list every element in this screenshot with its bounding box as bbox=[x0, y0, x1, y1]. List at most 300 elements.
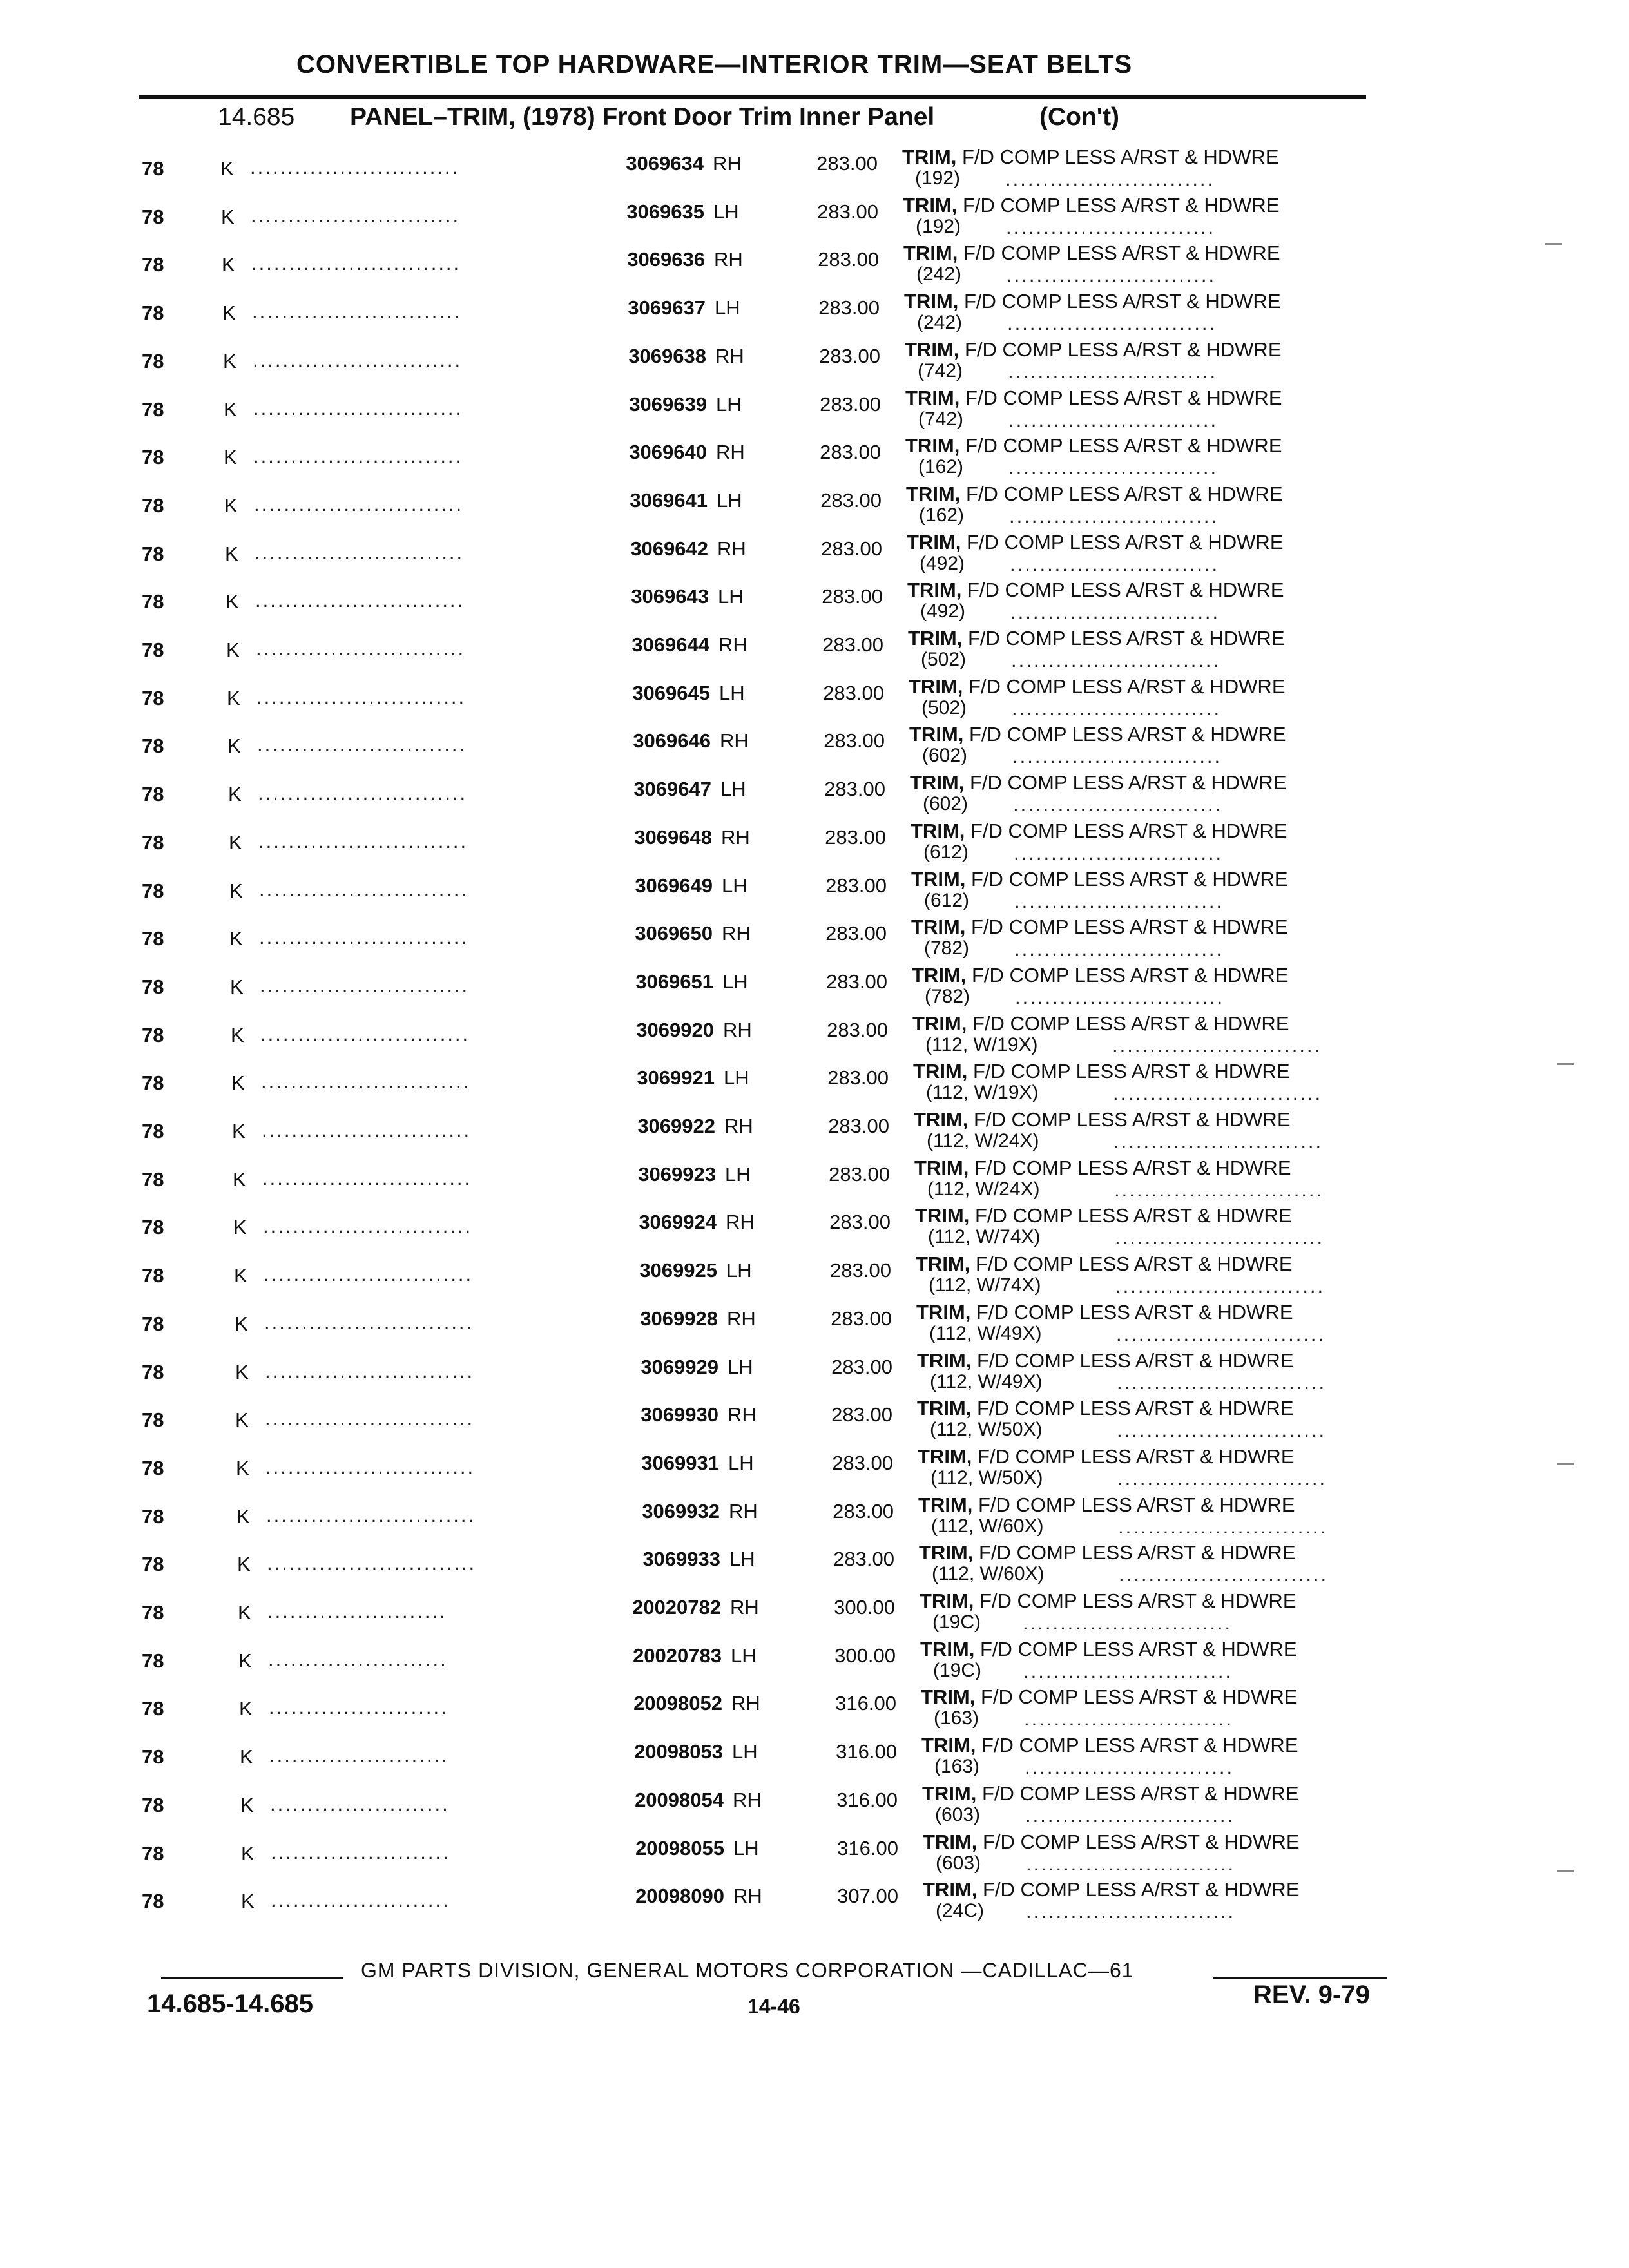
description-keyword: TRIM, bbox=[902, 146, 957, 168]
row-description bbox=[907, 579, 1284, 602]
scan-mark bbox=[1557, 1463, 1574, 1465]
scan-mark bbox=[1557, 1870, 1574, 1872]
part-number: 20098054 bbox=[635, 1788, 724, 1811]
row-description bbox=[906, 483, 1283, 506]
row-year: 78 bbox=[142, 1264, 164, 1287]
table-row bbox=[0, 1682, 1629, 1730]
row-year: 78 bbox=[142, 349, 164, 372]
trim-code: (612) bbox=[924, 889, 970, 911]
row-price: 283.00 bbox=[818, 296, 880, 320]
description-text: F/D COMP LESS A/RST & HDWRE bbox=[959, 434, 1282, 457]
row-side: RH bbox=[728, 1403, 757, 1427]
dot-leader: ............................ bbox=[1014, 841, 1224, 864]
table-row bbox=[0, 430, 1629, 479]
table-row bbox=[0, 1827, 1629, 1875]
description-text: F/D COMP LESS A/RST & HDWRE bbox=[966, 963, 1289, 986]
row-year: 78 bbox=[142, 927, 164, 950]
description-keyword: TRIM, bbox=[904, 290, 959, 313]
row-side: LH bbox=[722, 874, 747, 897]
description-text: F/D COMP LESS A/RST & HDWRE bbox=[970, 1300, 1293, 1323]
row-side: LH bbox=[725, 1162, 751, 1186]
row-price: 283.00 bbox=[833, 1499, 894, 1523]
row-price: 283.00 bbox=[824, 778, 885, 801]
row-body-code: K bbox=[228, 783, 242, 806]
table-row bbox=[0, 864, 1629, 912]
description-keyword: TRIM, bbox=[917, 1397, 972, 1420]
description-keyword: TRIM, bbox=[903, 193, 958, 216]
description-text: F/D COMP LESS A/RST & HDWRE bbox=[965, 916, 1288, 939]
dot-leader: ........................ bbox=[269, 1696, 448, 1719]
dot-leader: ............................ bbox=[1119, 1563, 1329, 1586]
row-body-code: K bbox=[237, 1553, 251, 1576]
page-title: CONVERTIBLE TOP HARDWARE—INTERIOR TRIM—SEAT BELTS bbox=[296, 50, 1133, 79]
description-keyword: TRIM, bbox=[915, 1204, 970, 1227]
dot-leader: ............................ bbox=[1117, 1370, 1327, 1394]
row-year: 78 bbox=[142, 1841, 164, 1865]
row-description bbox=[912, 1012, 1289, 1035]
row-side: LH bbox=[719, 681, 745, 704]
part-number: 3069647 bbox=[633, 778, 711, 801]
row-year: 78 bbox=[142, 1312, 164, 1335]
description-text: F/D COMP LESS A/RST & HDWRE bbox=[965, 819, 1287, 842]
row-body-code: K bbox=[229, 879, 243, 902]
dot-leader: ............................ bbox=[255, 589, 465, 612]
row-side: LH bbox=[728, 1451, 754, 1474]
row-description bbox=[916, 1253, 1293, 1276]
row-description bbox=[916, 1301, 1293, 1324]
row-body-code: K bbox=[225, 542, 238, 565]
row-side: RH bbox=[721, 825, 750, 849]
part-number: 3069649 bbox=[635, 874, 713, 897]
section-continued: (Con't) bbox=[1039, 103, 1120, 131]
trim-code: (502) bbox=[921, 697, 967, 718]
description-text: F/D COMP LESS A/RST & HDWRE bbox=[972, 1445, 1295, 1468]
row-year: 78 bbox=[142, 879, 164, 902]
row-price: 283.00 bbox=[820, 488, 882, 512]
row-body-code: K bbox=[233, 1168, 246, 1191]
dot-leader: ............................ bbox=[1008, 360, 1218, 383]
dot-leader: ............................ bbox=[1007, 264, 1217, 287]
part-number: 3069920 bbox=[636, 1018, 714, 1041]
row-year: 78 bbox=[142, 1072, 164, 1095]
row-year: 78 bbox=[142, 446, 164, 469]
row-body-code: K bbox=[240, 1793, 254, 1816]
table-row bbox=[0, 1056, 1629, 1104]
table-row bbox=[0, 238, 1629, 286]
row-description bbox=[918, 1494, 1295, 1517]
row-year: 78 bbox=[142, 253, 164, 276]
description-keyword: TRIM, bbox=[921, 1686, 976, 1709]
row-price: 283.00 bbox=[823, 681, 884, 704]
description-keyword: TRIM, bbox=[916, 1300, 971, 1323]
row-price: 283.00 bbox=[833, 1548, 894, 1571]
description-keyword: TRIM, bbox=[920, 1590, 974, 1612]
row-price: 283.00 bbox=[831, 1355, 892, 1378]
row-price: 283.00 bbox=[827, 1066, 889, 1090]
table-row bbox=[0, 623, 1629, 671]
part-number: 20098052 bbox=[633, 1692, 722, 1715]
dot-leader: ........................ bbox=[269, 1744, 449, 1767]
trim-code: (24C) bbox=[936, 1900, 985, 1922]
row-price: 283.00 bbox=[817, 200, 878, 223]
dot-leader: ............................ bbox=[257, 733, 467, 756]
description-keyword: TRIM, bbox=[909, 675, 963, 698]
trim-code: (112, W/50X) bbox=[930, 1419, 1043, 1441]
description-keyword: TRIM, bbox=[911, 867, 966, 890]
dot-leader: ............................ bbox=[258, 829, 468, 852]
row-description bbox=[920, 1590, 1296, 1613]
description-keyword: TRIM, bbox=[905, 338, 959, 361]
part-number: 3069642 bbox=[630, 537, 708, 560]
dot-leader: ............................ bbox=[1115, 1274, 1325, 1298]
table-row bbox=[0, 1345, 1629, 1394]
row-price: 300.00 bbox=[834, 1644, 896, 1667]
row-side: LH bbox=[715, 296, 740, 320]
row-body-code: K bbox=[231, 1072, 245, 1095]
dot-leader: ............................ bbox=[251, 204, 461, 227]
dot-leader: ............................ bbox=[265, 1359, 475, 1382]
row-price: 283.00 bbox=[822, 633, 883, 656]
row-description bbox=[902, 146, 1279, 169]
row-body-code: K bbox=[222, 302, 236, 325]
row-year: 78 bbox=[142, 735, 164, 758]
row-body-code: K bbox=[222, 253, 235, 276]
footer-rule-left bbox=[161, 1977, 343, 1979]
row-description bbox=[917, 1397, 1294, 1420]
part-number: 20020782 bbox=[632, 1596, 721, 1619]
table-row bbox=[0, 1874, 1629, 1923]
trim-code: (112, W/24X) bbox=[927, 1130, 1039, 1151]
part-number: 3069639 bbox=[629, 392, 707, 416]
dot-leader: ............................ bbox=[1005, 168, 1215, 190]
dot-leader: ............................ bbox=[1118, 1515, 1328, 1538]
footer-range: 14.685-14.685 bbox=[147, 1990, 314, 2018]
row-year: 78 bbox=[142, 1360, 164, 1383]
row-side: LH bbox=[726, 1259, 752, 1282]
row-body-code: K bbox=[229, 831, 242, 854]
dot-leader: ............................ bbox=[1113, 1082, 1323, 1105]
row-side: RH bbox=[718, 633, 747, 656]
row-year: 78 bbox=[142, 1553, 164, 1576]
row-price: 283.00 bbox=[824, 729, 885, 753]
row-year: 78 bbox=[142, 1504, 164, 1528]
table-row bbox=[0, 912, 1629, 960]
dot-leader: ............................ bbox=[261, 1070, 471, 1093]
row-side: RH bbox=[720, 729, 749, 753]
trim-code: (782) bbox=[925, 985, 970, 1007]
dot-leader: ............................ bbox=[252, 300, 462, 323]
row-description bbox=[905, 434, 1282, 457]
part-number: 3069921 bbox=[637, 1066, 715, 1090]
row-body-code: K bbox=[224, 446, 237, 469]
description-keyword: TRIM, bbox=[907, 530, 961, 553]
table-row bbox=[0, 190, 1629, 238]
row-body-code: K bbox=[231, 1023, 244, 1046]
description-keyword: TRIM, bbox=[909, 723, 964, 746]
dot-leader: ............................ bbox=[264, 1263, 474, 1286]
description-keyword: TRIM, bbox=[914, 1156, 969, 1179]
row-side: RH bbox=[716, 441, 745, 464]
part-number: 3069931 bbox=[641, 1451, 719, 1474]
dot-leader: ............................ bbox=[1115, 1226, 1325, 1249]
description-text: F/D COMP LESS A/RST & HDWRE bbox=[963, 723, 1286, 746]
dot-leader: ............................ bbox=[1114, 1178, 1324, 1201]
footer-publisher: GM PARTS DIVISION, GENERAL MOTORS CORPORATION —CADILLAC—61 bbox=[361, 1959, 1134, 1982]
description-text: F/D COMP LESS A/RST & HDWRE bbox=[972, 1493, 1295, 1516]
dot-leader: ............................ bbox=[1012, 745, 1222, 768]
description-keyword: TRIM, bbox=[916, 1253, 970, 1276]
table-row bbox=[0, 1104, 1629, 1153]
footer-rule-right bbox=[1213, 1977, 1387, 1979]
table-row bbox=[0, 1393, 1629, 1441]
row-year: 78 bbox=[142, 1697, 164, 1720]
row-side: LH bbox=[733, 1836, 759, 1860]
dot-leader: ............................ bbox=[260, 1022, 470, 1045]
trim-code: (742) bbox=[918, 408, 964, 430]
row-body-code: K bbox=[234, 1264, 247, 1287]
row-description bbox=[917, 1349, 1294, 1372]
description-keyword: TRIM, bbox=[910, 771, 965, 794]
trim-code: (192) bbox=[916, 215, 961, 237]
table-row bbox=[0, 1730, 1629, 1778]
row-year: 78 bbox=[142, 1168, 164, 1191]
row-price: 283.00 bbox=[830, 1259, 891, 1282]
description-text: F/D COMP LESS A/RST & HDWRE bbox=[964, 771, 1287, 794]
description-text: F/D COMP LESS A/RST & HDWRE bbox=[973, 1541, 1296, 1564]
dot-leader: ............................ bbox=[1015, 985, 1225, 1008]
dot-leader: ............................ bbox=[263, 1215, 473, 1238]
row-year: 78 bbox=[142, 157, 164, 180]
table-row bbox=[0, 960, 1629, 1008]
dot-leader: ............................ bbox=[1116, 1322, 1326, 1345]
description-text: F/D COMP LESS A/RST & HDWRE bbox=[968, 1108, 1291, 1131]
trim-code: (242) bbox=[916, 264, 962, 285]
row-description bbox=[914, 1108, 1291, 1131]
dot-leader: ............................ bbox=[1117, 1466, 1327, 1490]
description-text: F/D COMP LESS A/RST & HDWRE bbox=[971, 1397, 1294, 1420]
trim-code: (603) bbox=[936, 1852, 981, 1874]
dot-leader: ............................ bbox=[267, 1552, 477, 1575]
row-price: 283.00 bbox=[828, 1115, 889, 1137]
row-side: RH bbox=[724, 1115, 753, 1137]
dot-leader: ............................ bbox=[1006, 215, 1216, 238]
row-description bbox=[922, 1782, 1299, 1805]
row-year: 78 bbox=[142, 1793, 164, 1816]
table-row bbox=[0, 816, 1629, 864]
description-keyword: TRIM, bbox=[914, 1108, 969, 1131]
dot-leader: ........................ bbox=[271, 1888, 450, 1912]
table-row bbox=[0, 286, 1629, 334]
row-side: RH bbox=[730, 1596, 759, 1619]
row-description bbox=[908, 627, 1285, 650]
dot-leader: ............................ bbox=[1008, 456, 1219, 479]
table-row bbox=[0, 1537, 1629, 1586]
row-side: LH bbox=[718, 585, 744, 608]
row-description bbox=[905, 387, 1282, 410]
dot-leader: ............................ bbox=[251, 252, 461, 275]
trim-code: (112, W/74X) bbox=[929, 1274, 1041, 1296]
dot-leader: ............................ bbox=[253, 348, 463, 371]
table-row bbox=[0, 479, 1629, 527]
row-year: 78 bbox=[142, 205, 164, 228]
row-year: 78 bbox=[142, 1456, 164, 1479]
row-side: RH bbox=[713, 152, 742, 175]
description-text: F/D COMP LESS A/RST & HDWRE bbox=[963, 675, 1286, 698]
row-year: 78 bbox=[142, 783, 164, 806]
table-row bbox=[0, 671, 1629, 720]
row-side: LH bbox=[732, 1740, 758, 1763]
dot-leader: ............................ bbox=[1007, 312, 1217, 335]
trim-code: (112, W/49X) bbox=[929, 1322, 1042, 1344]
table-row bbox=[0, 719, 1629, 767]
table-row bbox=[0, 767, 1629, 816]
description-keyword: TRIM, bbox=[919, 1541, 974, 1564]
row-description bbox=[913, 1060, 1290, 1083]
row-price: 316.00 bbox=[836, 1788, 898, 1811]
row-body-code: K bbox=[233, 1216, 247, 1239]
part-number: 3069634 bbox=[626, 152, 704, 175]
row-year: 78 bbox=[142, 590, 164, 613]
row-description bbox=[911, 868, 1288, 891]
row-body-code: K bbox=[241, 1890, 255, 1913]
part-number: 3069922 bbox=[637, 1115, 715, 1137]
dot-leader: ........................ bbox=[270, 1792, 450, 1815]
description-keyword: TRIM, bbox=[912, 1012, 967, 1035]
part-number: 3069640 bbox=[629, 441, 707, 464]
dot-leader: ............................ bbox=[1012, 697, 1222, 720]
dot-leader: ............................ bbox=[260, 974, 470, 997]
row-year: 78 bbox=[142, 975, 164, 998]
dot-leader: ............................ bbox=[265, 1455, 476, 1478]
table-row bbox=[0, 575, 1629, 623]
part-number: 3069651 bbox=[635, 970, 713, 993]
part-number: 3069637 bbox=[628, 296, 706, 320]
row-side: RH bbox=[726, 1211, 755, 1234]
part-number: 3069638 bbox=[628, 344, 706, 367]
section-number: 14.685 bbox=[218, 103, 295, 131]
table-row bbox=[0, 1008, 1629, 1057]
row-body-code: K bbox=[227, 686, 240, 709]
description-text: F/D COMP LESS A/RST & HDWRE bbox=[959, 386, 1282, 409]
row-side: RH bbox=[733, 1885, 762, 1908]
row-body-code: K bbox=[232, 1120, 246, 1142]
row-description bbox=[911, 916, 1288, 939]
row-price: 283.00 bbox=[816, 152, 878, 175]
description-text: F/D COMP LESS A/RST & HDWRE bbox=[970, 1253, 1293, 1276]
row-price: 283.00 bbox=[826, 970, 887, 993]
description-keyword: TRIM, bbox=[923, 1878, 978, 1901]
trim-code: (742) bbox=[918, 360, 963, 381]
row-price: 283.00 bbox=[831, 1403, 892, 1427]
dot-leader: ............................ bbox=[1112, 1033, 1322, 1057]
part-number: 3069925 bbox=[639, 1259, 717, 1282]
row-description bbox=[910, 771, 1287, 794]
row-body-code: K bbox=[241, 1841, 255, 1865]
dot-leader: ........................ bbox=[268, 1648, 448, 1671]
dot-leader: ............................ bbox=[1014, 889, 1224, 912]
row-description bbox=[905, 338, 1282, 361]
description-keyword: TRIM, bbox=[923, 1830, 978, 1853]
row-description bbox=[921, 1686, 1298, 1709]
trim-code: (492) bbox=[920, 552, 965, 574]
dot-leader: ............................ bbox=[256, 685, 467, 708]
row-price: 283.00 bbox=[825, 825, 886, 849]
row-side: LH bbox=[720, 778, 746, 801]
table-row bbox=[0, 1297, 1629, 1345]
row-price: 316.00 bbox=[836, 1740, 897, 1763]
table-row bbox=[0, 1249, 1629, 1297]
row-price: 283.00 bbox=[829, 1211, 891, 1234]
row-description bbox=[904, 290, 1281, 313]
row-year: 78 bbox=[142, 831, 164, 854]
dot-leader: ............................ bbox=[1010, 601, 1220, 624]
dot-leader: ............................ bbox=[264, 1311, 474, 1334]
row-description bbox=[909, 723, 1286, 746]
row-side: RH bbox=[733, 1788, 762, 1811]
dot-leader: ............................ bbox=[1024, 1707, 1234, 1731]
trim-code: (782) bbox=[924, 937, 970, 959]
dot-leader: ............................ bbox=[259, 878, 469, 901]
description-text: F/D COMP LESS A/RST & HDWRE bbox=[969, 1156, 1291, 1179]
dot-leader: ............................ bbox=[1009, 504, 1219, 527]
table-row bbox=[0, 1634, 1629, 1682]
description-text: F/D COMP LESS A/RST & HDWRE bbox=[975, 1686, 1298, 1709]
description-keyword: TRIM, bbox=[911, 819, 965, 842]
dot-leader: ............................ bbox=[1010, 552, 1220, 575]
part-number: 3069923 bbox=[638, 1162, 716, 1186]
table-row bbox=[0, 1441, 1629, 1490]
part-number: 3069636 bbox=[627, 248, 705, 271]
description-text: F/D COMP LESS A/RST & HDWRE bbox=[977, 1878, 1300, 1901]
trim-code: (603) bbox=[935, 1803, 981, 1825]
table-row bbox=[0, 142, 1629, 190]
row-body-code: K bbox=[236, 1456, 249, 1479]
table-row bbox=[0, 1778, 1629, 1827]
row-price: 283.00 bbox=[822, 585, 883, 608]
trim-code: (602) bbox=[923, 793, 969, 815]
dot-leader: ............................ bbox=[1008, 408, 1219, 431]
dot-leader: ............................ bbox=[265, 1407, 475, 1430]
row-body-code: K bbox=[220, 157, 234, 180]
trim-code: (163) bbox=[934, 1707, 979, 1729]
trim-code: (162) bbox=[918, 456, 964, 478]
row-price: 283.00 bbox=[831, 1307, 892, 1330]
row-year: 78 bbox=[142, 1601, 164, 1624]
row-side: LH bbox=[731, 1644, 757, 1667]
row-description bbox=[909, 675, 1286, 698]
dot-leader: ........................ bbox=[271, 1840, 450, 1863]
part-number: 3069635 bbox=[626, 200, 704, 223]
row-price: 283.00 bbox=[827, 1018, 888, 1041]
trim-code: (19C) bbox=[933, 1659, 982, 1681]
part-number: 3069644 bbox=[631, 633, 709, 656]
description-text: F/D COMP LESS A/RST & HDWRE bbox=[959, 338, 1282, 361]
trim-code: (112, W/49X) bbox=[930, 1370, 1043, 1392]
description-keyword: TRIM, bbox=[903, 242, 958, 265]
description-text: F/D COMP LESS A/RST & HDWRE bbox=[958, 290, 1281, 313]
row-description bbox=[903, 242, 1280, 265]
dot-leader: ........................ bbox=[267, 1600, 447, 1622]
description-keyword: TRIM, bbox=[918, 1493, 973, 1516]
row-year: 78 bbox=[142, 686, 164, 709]
row-side: RH bbox=[731, 1692, 760, 1715]
row-year: 78 bbox=[142, 1023, 164, 1046]
trim-code: (19C) bbox=[932, 1611, 981, 1633]
description-keyword: TRIM, bbox=[906, 482, 961, 505]
row-side: RH bbox=[723, 1018, 752, 1041]
row-price: 316.00 bbox=[837, 1836, 898, 1860]
row-price: 283.00 bbox=[825, 922, 887, 945]
